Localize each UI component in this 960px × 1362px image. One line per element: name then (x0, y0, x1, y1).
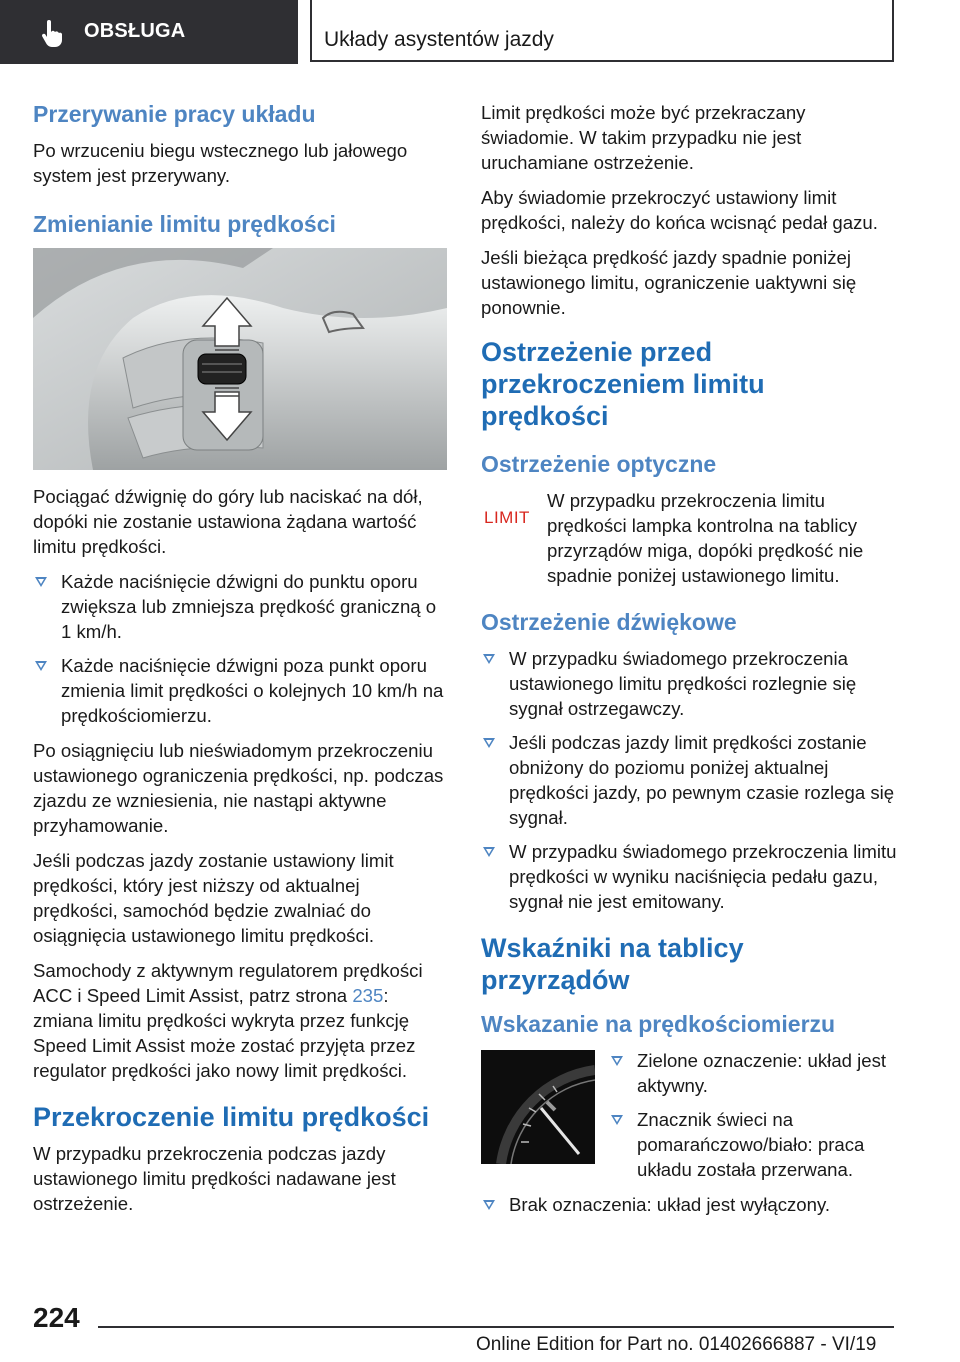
paragraph-interrupt: Po wrzuceniu biegu wstecznego lub jałowego system jest przerywany. (33, 140, 408, 186)
list-item: Każde naciśnięcie dźwigni poza punkt oporu zmienia limit prędkości o kolejnych 10 km/h na prędkościomierzu. (33, 653, 449, 728)
list-item: Każde naciśnięcie dźwigni do punktu oporu zwiększa lub zmniejsza prędkość graniczną o 1 km/h. (33, 569, 449, 644)
paragraph-pedal: Aby świadomie przekroczyć ustawiony limit prędkości, należy do końca wcisnąć pedał gazu. (481, 187, 878, 233)
section-tab (0, 0, 298, 64)
right-column (481, 100, 897, 1227)
left-column (33, 100, 449, 1226)
page-reference-link[interactable]: 235 (352, 985, 384, 1006)
chapter-title: Układy asystentów jazdy (324, 28, 554, 51)
list-item: W przypadku świadomego przekroczenia ustawionego limitu prędkości rozlegnie się sygnał ostrzegawczy. (481, 646, 897, 721)
speedometer-bullet-list (609, 1048, 897, 1182)
triangle-bullet-icon (35, 661, 47, 671)
heading-optical: Ostrzeżenie optyczne (481, 451, 717, 477)
optical-warning-block (481, 488, 897, 588)
paragraph-exceed: W przypadku przekroczenia podczas jazdy ustawionego limitu prędkości nadawane jest ostrzeżenie. (33, 1143, 396, 1214)
paragraph-lever: Pociągać dźwignię do góry lub naciskać na dół, dopóki nie zostanie ustawiona żądana wartość limitu prędkości. (33, 486, 423, 557)
triangle-bullet-icon (483, 847, 495, 857)
heading-display: Wskaźniki na tablicy przyrządów (481, 933, 744, 995)
page-number: 224 (33, 1302, 80, 1333)
list-item: Jeśli podczas jazdy limit prędkości zostanie obniżony do poziomu poniżej aktualnej prędkości jazdy, po pewnym czasie rozlega się sygnał. (481, 730, 897, 830)
triangle-bullet-icon (611, 1056, 623, 1066)
heading-warning: Ostrzeżenie przed przekroczeniem limitu prędkości (481, 337, 765, 431)
paragraph-acc: Samochody z aktywnym regulatorem prędkości ACC i Speed Limit Assist, patrz strona 235: zmiana limitu prędkości wykryta przez funkcję Speed Limit Assist może zostać przyjęta przez regulator prędkości jako nowy limit prędkości. (33, 960, 423, 1081)
heading-interrupt: Przerywanie pracy układu (33, 101, 316, 127)
heading-speedometer: Wskazanie na prędkościomierzu (481, 1011, 836, 1037)
triangle-bullet-icon (483, 738, 495, 748)
footer-divider (98, 1326, 894, 1328)
list-item: Brak oznaczenia: układ jest wyłączony. (481, 1192, 897, 1217)
speedometer-image (481, 1050, 595, 1164)
limit-indicator-icon: LIMIT (484, 508, 530, 527)
paragraph-intentional: Limit prędkości może być przekraczany świadomie. W takim przypadku nie jest uruchamiane ostrzeżenie. (481, 102, 806, 173)
paragraph-optical: W przypadku przekroczenia limitu prędkości lampka kontrolna na tablicy przyrządów miga, dopóki prędkość nie spadnie poniżej ustawionego limitu. (547, 490, 864, 586)
triangle-bullet-icon (611, 1115, 623, 1125)
steering-wheel-lever-image (33, 248, 447, 470)
heading-acoustic: Ostrzeżenie dźwiękowe (481, 609, 737, 635)
edition-note: Online Edition for Part no. 01402666887 - VI/19 (476, 1334, 877, 1355)
paragraph-reactivate: Jeśli bieżąca prędkość jazdy spadnie poniżej ustawionego limitu, ograniczenie uaktywni się ponownie. (481, 247, 857, 318)
lever-bullet-list (33, 569, 449, 728)
list-item: W przypadku świadomego przekroczenia limitu prędkości w wyniku naciśnięcia pedału gazu, sygnał nie jest emitowany. (481, 839, 897, 914)
speedometer-bullet-list-full (481, 1192, 897, 1217)
triangle-bullet-icon (35, 577, 47, 587)
acoustic-bullet-list (481, 646, 897, 914)
list-item: Znacznik świeci na pomarańczowo/biało: praca układu została przerwana. (609, 1107, 897, 1182)
hand-pointer-icon (38, 18, 68, 48)
section-label: OBSŁUGA (84, 20, 186, 42)
speedometer-block (481, 1048, 897, 1217)
list-item: Zielone oznaczenie: układ jest aktywny. (609, 1048, 897, 1098)
heading-change-limit: Zmienianie limitu prędkości (33, 211, 336, 237)
paragraph-lower-limit: Jeśli podczas jazdy zostanie ustawiony limit prędkości, który jest niższy od aktualnej prędkości, samochód będzie zwalniać do osiągnięcia ustawionego limitu prędkości. (33, 850, 394, 946)
triangle-bullet-icon (483, 1200, 495, 1210)
triangle-bullet-icon (483, 654, 495, 664)
heading-exceed: Przekroczenie limitu prędkości (33, 1102, 430, 1132)
paragraph-downhill: Po osiągnięciu lub nieświadomym przekroczeniu ustawionego ograniczenia prędkości, np. podczas zjazdu ze wzniesienia, nie nastąpi aktywne przyhamowanie. (33, 740, 444, 836)
